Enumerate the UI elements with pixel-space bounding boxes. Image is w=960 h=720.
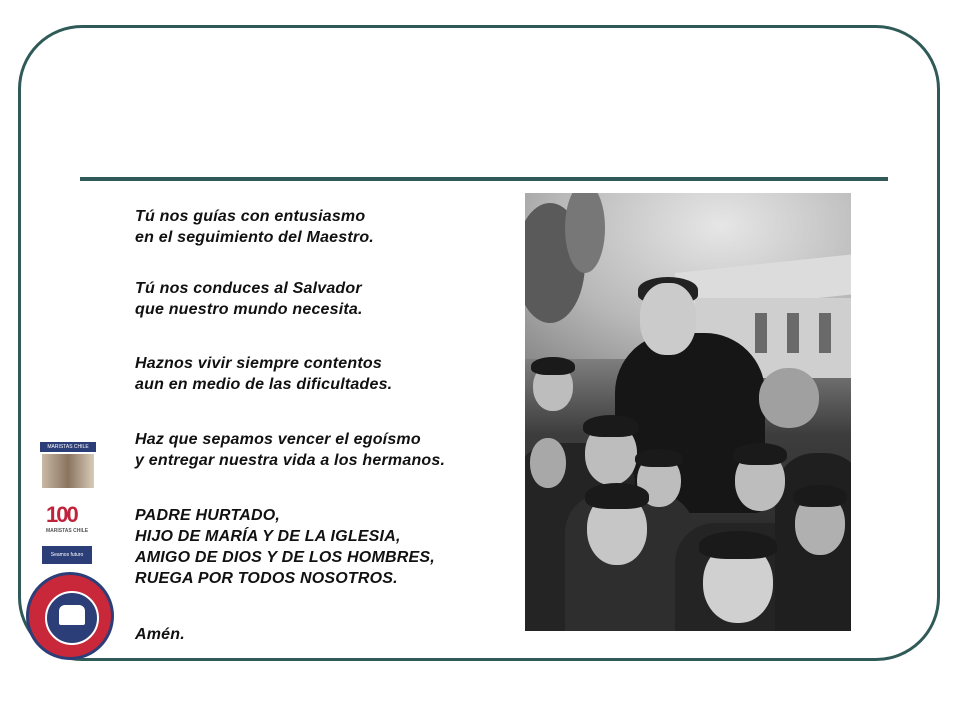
prayer-line: Haznos vivir siempre contentos	[135, 355, 382, 372]
prayer-line: AMIGO DE DIOS Y DE LOS HOMBRES,	[135, 549, 435, 566]
title-rule	[80, 177, 888, 181]
prayer-stanza-5	[135, 505, 435, 589]
prayer-line: que nuestro mundo necesita.	[135, 301, 363, 318]
prayer-line: HIJO DE MARÍA Y DE LA IGLESIA,	[135, 528, 401, 545]
prayer-stanza-4	[135, 429, 445, 471]
prayer-line: PADRE HURTADO,	[135, 507, 281, 524]
family-figures-icon	[59, 605, 85, 625]
prayer-line: Tú nos guías con entusiasmo	[135, 208, 366, 225]
seamos-futuro-logo: Seamos futuro	[42, 546, 92, 564]
centenary-logo	[46, 502, 88, 534]
prayer-line: Tú nos conduces al Salvador	[135, 280, 362, 297]
prayer-line: en el seguimiento del Maestro.	[135, 229, 374, 246]
centenary-number: 100	[46, 502, 77, 527]
seal-center	[45, 591, 99, 645]
centenary-caption: MARISTAS CHILE	[46, 528, 89, 534]
maristas-header: MARISTAS CHILE	[40, 442, 96, 452]
prayer-stanza-1	[135, 206, 374, 248]
prayer-line: aun en medio de las dificultades.	[135, 376, 393, 393]
prayer-stanza-2	[135, 278, 363, 320]
prayer-stanza-3	[135, 353, 392, 395]
school-seal-logo	[26, 572, 114, 660]
prayer-line: Haz que sepamos vencer el egoísmo	[135, 431, 421, 448]
maristas-image	[42, 454, 94, 488]
maristas-logo-strip	[40, 442, 96, 592]
prayer-line: Amén.	[135, 626, 185, 643]
prayer-line: RUEGA POR TODOS NOSOTROS.	[135, 570, 398, 587]
prayer-amen	[135, 624, 185, 645]
prayer-line: y entregar nuestra vida a los hermanos.	[135, 452, 446, 469]
photo-padre-hurtado-with-children	[525, 193, 851, 631]
